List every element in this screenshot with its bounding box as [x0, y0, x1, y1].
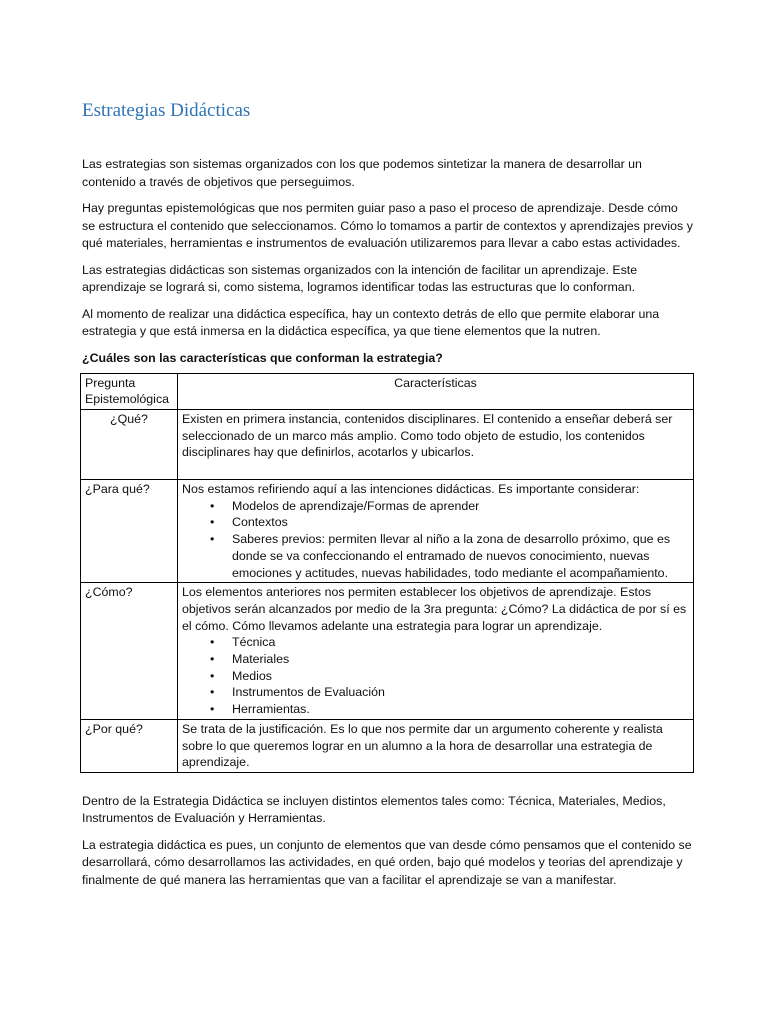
- list-item: • Modelos de aprendizaje/Formas de aprender: [210, 498, 480, 513]
- list-item: • Contextos: [210, 515, 288, 530]
- table-header-row: [81, 373, 694, 409]
- list-item: • Medios: [210, 668, 272, 683]
- row-description: Se trata de la justificación. Es lo que nos permite dar un argumento coherente y realista sobre lo que queremos lograr en un alumno a la hora de desarrollar una estrategia de aprendizaje.: [182, 721, 663, 770]
- table-row: [81, 480, 694, 583]
- bullet-icon: •: [210, 635, 215, 650]
- row-description: Existen en primera instancia, contenidos disciplinares. El contenido a enseñar deberá ser seleccionado de un marco más amplio. Como todo objeto de estudio, los contenidos disciplinares hay que definirlos, acotarlos y ubicarlos.: [182, 411, 673, 460]
- section-question: ¿Cuáles son las características que conforman la estrategia?: [82, 350, 443, 365]
- paragraph-4: Al momento de realizar una didáctica específica, hay un contexto detrás de ello que permite elaborar una estrategia y que está inmersa en la didáctica específica, ya que tiene elementos que la nutren.: [82, 306, 660, 338]
- bullet-list: [182, 634, 689, 718]
- bullet-list: [182, 498, 689, 582]
- row-text-por-que: [178, 719, 694, 772]
- list-item: • Técnica: [210, 635, 276, 650]
- row-question-que: ¿Qué?: [81, 409, 178, 479]
- page-title: Estrategias Didácticas: [82, 100, 251, 121]
- row-description: Nos estamos refiriendo aquí a las intenciones didácticas. Es importante considerar:: [182, 482, 640, 497]
- bullet-icon: •: [210, 498, 215, 513]
- row-text-como: [178, 583, 694, 720]
- bullet-icon: •: [210, 668, 215, 683]
- table-row: [81, 719, 694, 772]
- row-text-que: [178, 409, 694, 479]
- paragraph-2: Hay preguntas epistemológicas que nos permiten guiar paso a paso el proceso de aprendizaje. Desde cómo se estructura el contenido que seleccionamos. Cómo lo tomamos a partir de contextos y aprendizajes previos y qué materiales, herramientas e instrumentos de evaluación utilizaremos para llevar a cabo estas actividades.: [82, 201, 693, 250]
- bullet-icon: •: [210, 515, 215, 530]
- table-row: [81, 409, 694, 479]
- closing-paragraph-1: Dentro de la Estrategia Didáctica se incluyen distintos elementos tales como: Técnica, Materiales, Medios, Instrumentos de Evaluación y Herramientas.: [82, 793, 666, 826]
- table-row: [81, 583, 694, 720]
- list-item: • Instrumentos de Evaluación: [210, 685, 385, 700]
- bullet-icon: •: [210, 532, 215, 547]
- characteristics-table: [80, 373, 694, 773]
- paragraph-1: Las estrategias son sistemas organizados con los que podemos sintetizar la manera de desarrollar un contenido a través de objetivos que perseguimos.: [82, 157, 642, 189]
- closing-paragraph-2: La estrategia didáctica es pues, un conjunto de elementos que van desde cómo pensamos que el contenido se desarrollará, cómo desarrollamos las actividades, en qué orden, bajo qué modelos y teorias del aprendizaje y finalmente de qué manera las herramientas que van a facilitar el aprendizaje se van a manifestar.: [82, 837, 692, 887]
- row-description: Los elementos anteriores nos permiten establecer los objetivos de aprendizaje. Estos objetivos serán alcanzados por medio de la 3ra pregunta: ¿Cómo? La didáctica de por sí es el cómo. Cómo llevamos adelante una estrategia para lograr un aprendizaje.: [182, 585, 687, 633]
- bullet-icon: •: [210, 702, 215, 717]
- row-question-para-que: ¿Para qué?: [81, 480, 178, 583]
- row-question-como: ¿Cómo?: [81, 583, 178, 720]
- closing-section: [82, 793, 694, 890]
- row-text-para-que: [178, 480, 694, 583]
- row-question-por-que: ¿Por qué?: [81, 719, 178, 772]
- list-item: • Herramientas.: [210, 702, 310, 717]
- list-item: • Saberes previos: permiten llevar al niño a la zona de desarrollo próximo, que es donde se va confeccionando el entramado de nuevos conocimiento, nuevas emociones y actitudes, nuevas habilidades, todo mediante el acompañamiento.: [210, 532, 671, 580]
- header-characteristics: Características: [178, 373, 694, 409]
- list-item: • Materiales: [210, 652, 290, 667]
- header-question: Pregunta Epistemológica: [81, 373, 178, 409]
- paragraph-3: Las estrategias didácticas son sistemas organizados con la intención de facilitar un aprendizaje. Este aprendizaje se logrará si, como sistema, logramos identificar todas las estructuras que lo conforman.: [82, 262, 638, 294]
- bullet-icon: •: [210, 685, 215, 700]
- bullet-icon: •: [210, 652, 215, 667]
